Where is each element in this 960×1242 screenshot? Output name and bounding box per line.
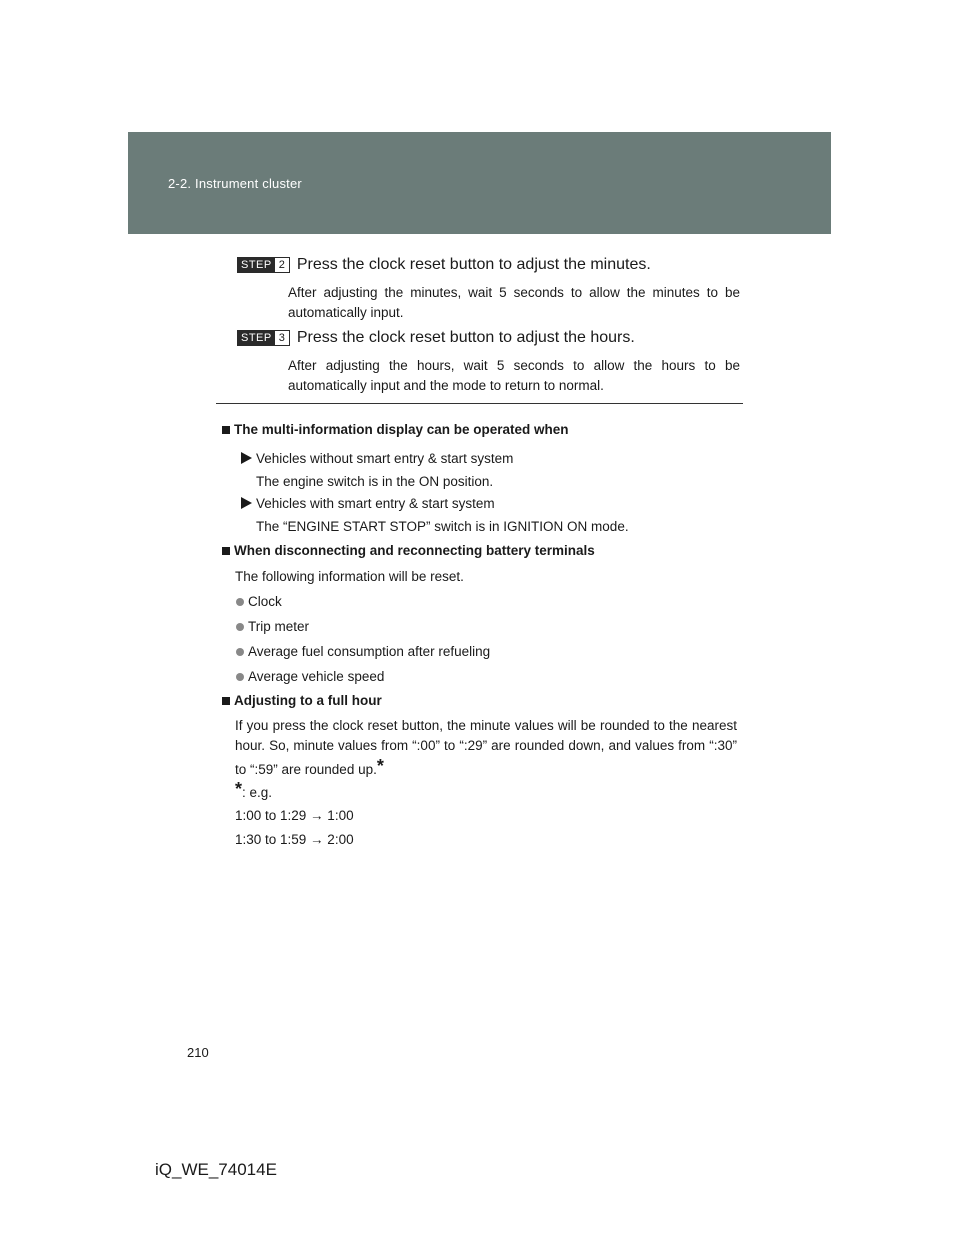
circle-bullet-icon bbox=[236, 598, 244, 606]
triangle-right-icon bbox=[241, 497, 252, 509]
square-bullet-icon bbox=[222, 697, 230, 705]
footnote: *: e.g. bbox=[235, 779, 273, 800]
list-item: Average vehicle speed bbox=[236, 668, 384, 686]
note-intro: The following information will be reset. bbox=[235, 569, 464, 584]
circle-bullet-icon bbox=[236, 673, 244, 681]
note-paragraph: If you press the clock reset button, the minute values will be rounded to the nearest hour. So, minute values from “:00” to “:29” are rounded down, and values from “:30” to “:59” are rounded up.* bbox=[235, 718, 737, 777]
section-header-band bbox=[128, 132, 831, 234]
circle-bullet-icon bbox=[236, 648, 244, 656]
triangle-right-icon bbox=[241, 452, 252, 464]
condition-item: Vehicles without smart entry & start system bbox=[241, 450, 513, 468]
step-description: After adjusting the minutes, wait 5 seconds to allow the minutes to be automatically input. bbox=[288, 285, 740, 320]
list-item: Average fuel consumption after refueling bbox=[236, 643, 490, 661]
footnote-marker: * bbox=[376, 756, 384, 776]
square-bullet-icon bbox=[222, 547, 230, 555]
step-badge: STEP 3 bbox=[237, 330, 290, 346]
example-line: 1:30 to 1:59 → 2:00 bbox=[235, 832, 354, 847]
section-divider bbox=[216, 403, 743, 404]
document-code: iQ_WE_74014E bbox=[155, 1160, 277, 1179]
step-badge: STEP 2 bbox=[237, 257, 290, 273]
list-item: Clock bbox=[236, 593, 282, 611]
page-number: 210 bbox=[187, 1045, 209, 1060]
square-bullet-icon bbox=[222, 426, 230, 434]
note-operable-heading: The multi-information display can be operated when bbox=[222, 422, 742, 437]
step-2 bbox=[237, 256, 747, 323]
note-battery-heading: When disconnecting and reconnecting battery terminals bbox=[222, 543, 742, 558]
step-title: Press the clock reset button to adjust the hours. bbox=[296, 329, 635, 346]
example-line: 1:00 to 1:29 → 1:00 bbox=[235, 808, 354, 823]
circle-bullet-icon bbox=[236, 623, 244, 631]
condition-detail: The engine switch is in the ON position. bbox=[256, 474, 494, 489]
note-full-hour-heading: Adjusting to a full hour bbox=[222, 693, 742, 708]
step-3 bbox=[237, 329, 747, 396]
condition-detail: The “ENGINE START STOP” switch is in IGNITION ON mode. bbox=[256, 519, 629, 534]
list-item: Trip meter bbox=[236, 618, 309, 636]
step-title: Press the clock reset button to adjust the minutes. bbox=[296, 256, 651, 273]
step-description: After adjusting the hours, wait 5 seconds to allow the hours to be automatically input and the mode to return to normal. bbox=[288, 358, 740, 393]
section-title: 2-2. Instrument cluster bbox=[168, 176, 302, 191]
condition-item: Vehicles with smart entry & start system bbox=[241, 495, 495, 513]
